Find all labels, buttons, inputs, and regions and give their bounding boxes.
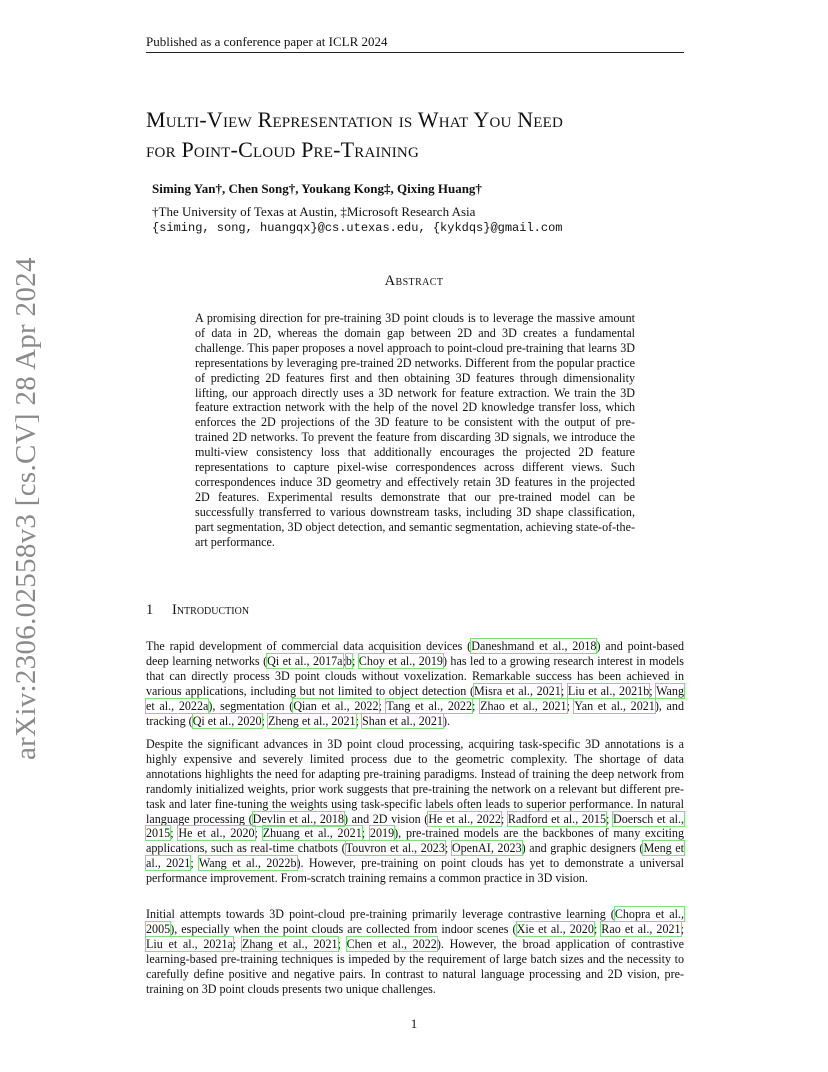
paper-title <box>146 105 706 165</box>
text-run: ; <box>593 921 602 936</box>
text-run: ; <box>566 698 575 713</box>
intro-paragraph-1 <box>146 639 684 728</box>
text-run: ) and point-based deep learning networks ( <box>146 639 684 668</box>
text-run: Despite the significant advances in 3D point cloud processing, acquiring task-specific 3D annotations is a highly expensive and severely limited process due to the geometric complexity. The shortage of data annotations highlights the need for adapting pre-training paradigms. Instead of training the deep network from randomly initialized weights, prior work suggests that pre-training the network on a relevant but different pre-task and later fine-tuning the weights using task-specific labels often leads to superior performance. In natural language processing ( <box>146 737 684 826</box>
text-run: ), pre-trained models are the backbones of many exciting applications, such as real-time chatbots ( <box>146 826 685 856</box>
abstract-text: A promising direction for pre-training 3D point clouds is to leverage the massive amount of data in 2D, whereas the domain gap between 2D and 3D creates a fundamental challenge. This paper proposes a novel approach to point-cloud pre-training that learns 3D representations by leveraging pre-trained 2D networks. Different from the popular practice of predicting 2D features first and then obtaining 3D features through dimensionality lifting, our approach directly uses a 3D network for feature extraction. We train the 3D feature extraction network with the help of the novel 2D knowledge transfer loss, which enforces the 2D projections of the 3D feature to be consistent with the output of pre-trained 2D networks. To prevent the feature from discarding 3D signals, we introduce the multi-view consistency loss that additionally encourages the projected 2D feature representations to capture pixel-wise correspondences across different views. Such correspondences induce 3D geometry and effectively retain 3D features in the projected 2D features. Experimental results demonstrate that our pre-trained model can be successfully transferred to various downstream tasks, including 3D shape classification, part segmentation, 3D object detection, and semantic segmentation, achieving state-of-the-art performance. <box>195 311 635 549</box>
text-run: ; <box>472 698 481 713</box>
text-run: ; <box>606 811 613 826</box>
citation-link[interactable]: Zheng et al., 2021 <box>267 713 356 728</box>
text-run: ; <box>190 856 199 871</box>
text-run: ). However, the broad application of contrastive learning-based pre-training techniques is impeded by the requirement of large batch sizes and the necessity to carefully define positive and negative pairs. In contrast to natural language processing and 2D vision, pre-training on 3D point clouds presents two unique challenges. <box>146 936 685 996</box>
page-number: 1 <box>410 1016 418 1031</box>
text-run: ; <box>232 936 242 951</box>
citation-link[interactable]: Qi et al., 2020 <box>192 713 262 728</box>
author-emails: {siming, song, huangqx}@cs.utexas.edu, {kykdqs}@gmail.com <box>152 221 563 235</box>
citation-link[interactable]: Wang et al., 2022a <box>146 683 684 713</box>
text-run: ) and graphic designers ( <box>521 841 644 856</box>
citation-link[interactable]: Chopra et al., 2005 <box>146 907 684 936</box>
citation-link[interactable]: Qian et al., 2022 <box>293 698 379 713</box>
text-run: ; <box>560 683 568 698</box>
text-run: ), segmentation ( <box>208 698 294 713</box>
citation-link[interactable]: Tang et al., 2022 <box>386 698 473 713</box>
text-run: ; <box>378 698 387 713</box>
citation-link[interactable]: OpenAI, 2023 <box>451 841 522 856</box>
text-run: ; <box>444 841 452 856</box>
citation-link[interactable]: Radford et al., 2015 <box>507 811 607 826</box>
text-run: ; <box>649 683 657 698</box>
text-run: ; <box>355 713 362 728</box>
text-run: ). <box>442 713 450 728</box>
text-run: ; <box>680 921 684 936</box>
citation-link[interactable]: Meng et al., 2021 <box>146 841 684 871</box>
section-number: 1 <box>146 602 154 618</box>
text-run: Initial attempts towards 3D point-cloud pre-training primarily leverage contrastive learning ( <box>146 907 615 921</box>
intro-paragraph-2 <box>146 737 684 886</box>
citation-link[interactable]: Misra et al., 2021 <box>473 683 561 698</box>
text-run: ; <box>337 936 347 951</box>
affiliations: †The University of Texas at Austin, ‡Microsoft Research Asia <box>152 204 476 219</box>
section-heading <box>146 602 249 619</box>
citation-link[interactable]: Zhang et al., 2021 <box>241 936 338 951</box>
citation-link[interactable]: Devlin et al., 2018 <box>252 811 345 826</box>
citation-link[interactable]: He et al., 2020 <box>178 826 255 841</box>
citation-link[interactable]: He et al., 2022 <box>428 811 501 826</box>
text-run: ) and 2D vision ( <box>344 811 429 826</box>
citation-link[interactable]: Daneshmand et al., 2018 <box>471 639 597 653</box>
intro-paragraph-3 <box>146 907 684 996</box>
text-run: ; <box>351 653 359 668</box>
section-title: Introduction <box>172 602 250 618</box>
citation-link[interactable]: Zhao et al., 2021 <box>480 698 567 713</box>
citation-link[interactable]: Qi et al., 2017a <box>267 653 343 668</box>
citation-link[interactable]: Xie et al., 2020 <box>516 921 594 936</box>
citation-link[interactable]: Touvron et al., 2023 <box>345 841 445 856</box>
text-run: ; <box>342 653 346 668</box>
citation-link[interactable]: Shan et al., 2021 <box>361 713 443 728</box>
title-line-2: for Point-Cloud Pre-Training <box>146 137 419 162</box>
abstract-heading: Abstract <box>384 273 444 289</box>
citation-link[interactable]: Zhuang et al., 2021 <box>262 826 362 841</box>
citation-link[interactable]: Doersch et al., 2015 <box>146 811 684 841</box>
text-run: ) has led to a growing research interest in models that can directly process 3D point clouds without voxelization. Remarkable success has been achieved in various applications, including but not limited to object detection ( <box>146 653 685 698</box>
citation-link[interactable]: Choy et al., 2019 <box>358 653 443 668</box>
text-run: ), especially when the point clouds are collected from indoor scenes ( <box>170 921 517 936</box>
text-run: ; <box>261 713 268 728</box>
citation-link[interactable]: Rao et al., 2021 <box>601 921 681 936</box>
citation-link[interactable]: Liu et al., 2021a <box>146 936 233 951</box>
citation-link[interactable]: b <box>345 653 352 668</box>
title-line-1: Multi-View Representation is What You Need <box>146 107 564 132</box>
text-run: ; <box>170 826 179 841</box>
text-run: ). However, pre-training on point clouds has yet to demonstrate a universal performance improvement. From-scratch training remains a common practice in 3D vision. <box>146 856 684 886</box>
citation-link[interactable]: Yan et al., 2021 <box>574 698 655 713</box>
text-run: ; <box>500 811 508 826</box>
citation-link[interactable]: Liu et al., 2021b <box>567 683 650 698</box>
text-run: The rapid development of commercial data acquisition devices ( <box>146 639 472 653</box>
citation-link[interactable]: Wang et al., 2022b <box>198 856 297 871</box>
text-run: ; <box>361 826 370 841</box>
header-rule <box>146 52 684 53</box>
text-run: ), and tracking ( <box>146 698 685 728</box>
text-run: ; <box>254 826 263 841</box>
author-list: Siming Yan†, Chen Song†, Youkang Kong‡, Qixing Huang† <box>152 181 482 196</box>
citation-link[interactable]: Chen et al., 2022 <box>346 936 437 951</box>
running-header: Published as a conference paper at ICLR 2024 <box>146 34 388 49</box>
citation-link[interactable]: 2019 <box>369 826 395 841</box>
arxiv-identifier-stamp: arXiv:2306.02558v3 [cs.CV] 28 Apr 2024 <box>10 257 42 760</box>
